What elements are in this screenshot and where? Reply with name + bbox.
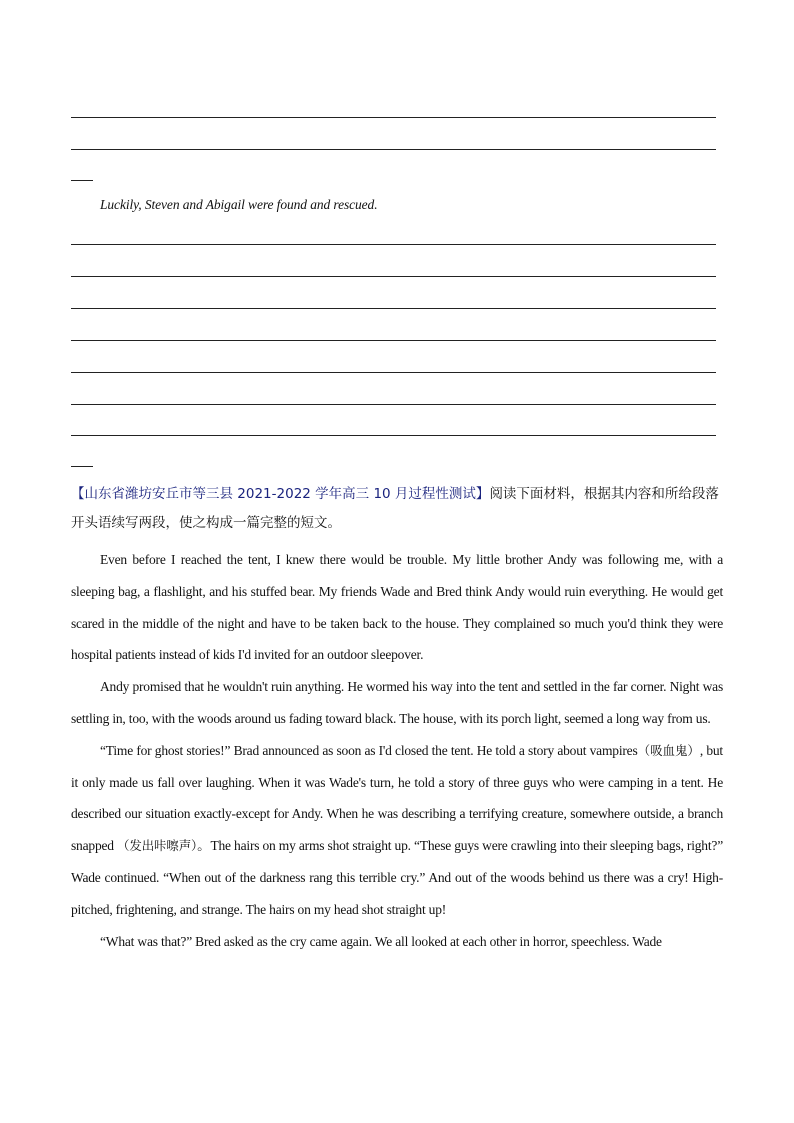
writing-line [71, 276, 716, 277]
writing-line [71, 117, 716, 118]
writing-line [71, 149, 716, 150]
gloss-annotation: （吸血鬼） [637, 742, 700, 758]
reading-passage [71, 544, 723, 957]
passage-paragraph [71, 544, 723, 671]
passage-text: “What was that?” Bred asked as the cry came again. We all looked at each other in horror, speechless. Wade [100, 933, 662, 949]
passage-text: Andy promised that he wouldn't ruin anything. He wormed his way into the tent and settled in the far corner. Night was settling in, too, with the woods around us fading toward black. The house, with its porch light, seemed a long way from us. [71, 679, 723, 726]
passage-text: , but it only made us fall over laughing. When it was Wade's turn, he told a story of three guys who were camping in a tent. He described our situation exactly-except for Andy. When he was describing a terrifying creature, somewhere outside, a branch snapped [71, 742, 723, 854]
gloss-annotation: （发出咔嚓声） [117, 838, 198, 854]
writing-line-end [71, 466, 93, 467]
writing-line [71, 244, 716, 245]
writing-line [71, 340, 716, 341]
passage-paragraph [71, 735, 723, 926]
writing-line-end [71, 180, 93, 181]
passage-paragraph [71, 671, 723, 735]
passage-text: Even before I reached the tent, I knew there would be trouble. My little brother Andy was following me, with a sleeping bag, a flashlight, and his stuffed bear. My friends Wade and Bred think Andy would ruin everything. He would get scared in the middle of the night and have to be taken back to the house. They complained so much you'd think they were hospital patients instead of kids I'd invited for an outdoor sleepover. [71, 552, 723, 663]
passage-text: “Time for ghost stories!” Brad announced as soon as I'd closed the tent. He told a story about vampires [100, 742, 638, 758]
writing-line [71, 435, 716, 436]
task-source: 【山东省潍坊安丘市等三县 2021-2022 学年高三 10 月过程性测试】 [71, 486, 490, 502]
writing-line [71, 404, 716, 405]
task-instruction: 阅读下面材料，根据其内容和所给段落开头语续写两段，使之构成一篇完整的短文。 [71, 486, 719, 531]
task-heading [71, 480, 727, 538]
writing-line [71, 372, 716, 373]
writing-line [71, 308, 716, 309]
paragraph-opening-prompt: Luckily, Steven and Abigail were found and rescued. [100, 197, 378, 212]
passage-paragraph [71, 926, 723, 958]
passage-text: 。The hairs on my arms shot straight up. “These guys were crawling into their sleeping bags, right?” Wade continued. “When out of the darkness rang this terrible cry.” And out of the woods behind us there was a cry! High-pitched, frightening, and strange. The hairs on my head shot straight up! [71, 838, 723, 917]
